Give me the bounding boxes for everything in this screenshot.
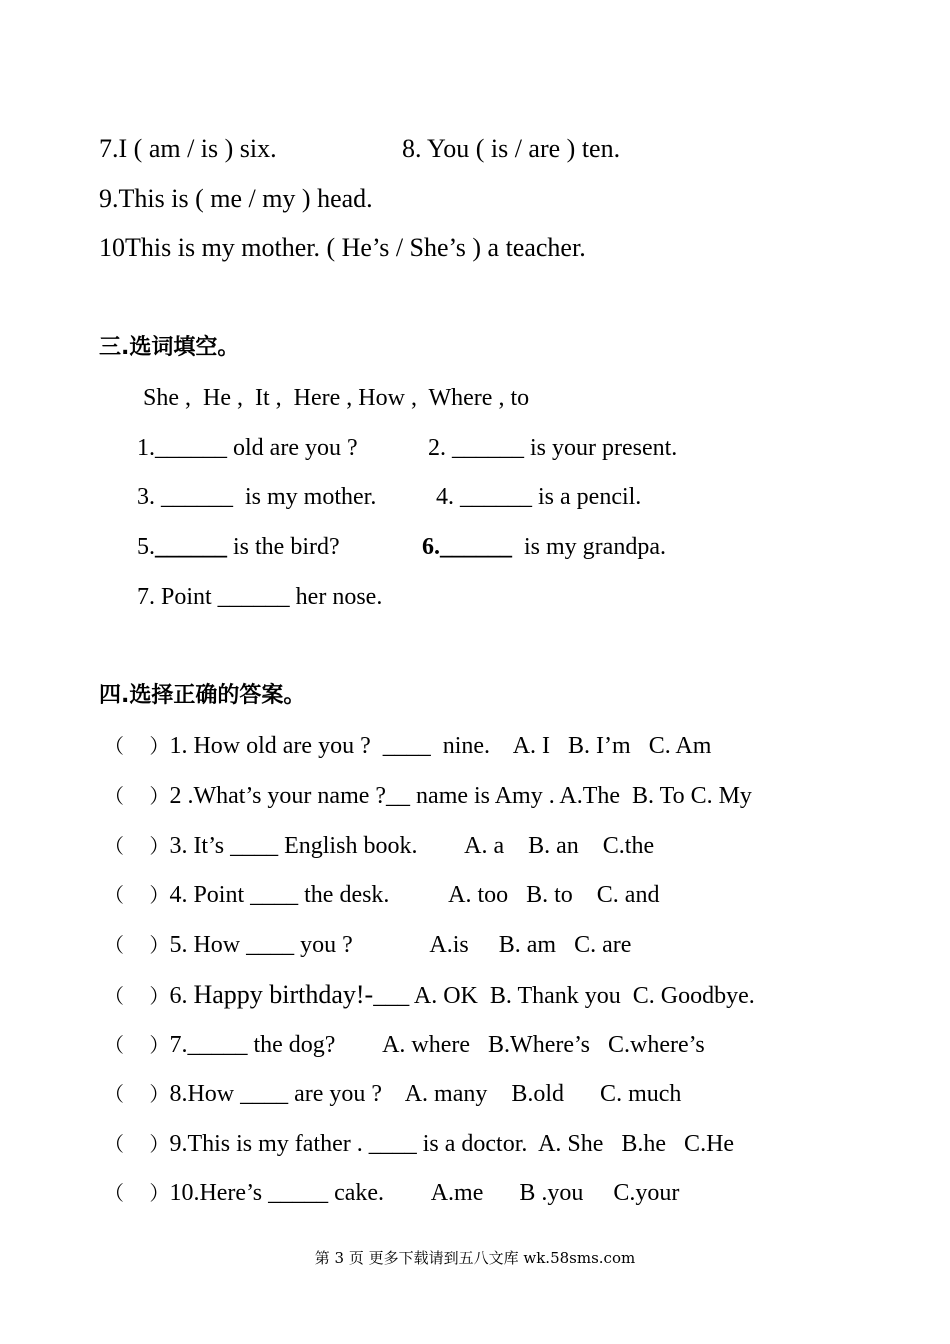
s3-q6-text: is my grandpa. — [512, 534, 666, 560]
s4-q1-text: 1. How old are you ? ____ nine. A. I B. I’m C. Am — [169, 733, 712, 759]
s3-question-4: 4. ______ is a pencil. — [436, 484, 642, 510]
answer-paren: （ ） — [104, 984, 170, 1008]
s4-question-3 — [104, 834, 654, 858]
answer-paren: （ ） — [104, 834, 170, 858]
s4-question-1 — [104, 734, 711, 758]
s4-q6-greeting: Happy birthday!- — [193, 980, 374, 1009]
s4-question-8 — [104, 1082, 681, 1106]
s4-q2-text: 2 .What’s your name ?__ name is Amy . A.The B. To C. My — [169, 783, 752, 809]
section-3-title: 三.选词填空。 — [99, 335, 240, 360]
s3-question-3: 3. ______ is my mother. — [137, 484, 377, 510]
answer-paren: （ ） — [104, 734, 170, 758]
s4-q10-text: 10.Here’s _____ cake. A.me B .you C.your — [169, 1180, 680, 1206]
s4-q6-prefix: 6. — [169, 983, 194, 1009]
s3-question-6 — [422, 535, 666, 559]
page-footer: 第 3 页 更多下载请到五八文库 wk.58sms.com — [314, 1249, 636, 1267]
s3-question-1: 1.______ old are you ? — [137, 435, 358, 461]
s4-q7-text: 7._____ the dog? A. where B.Where’s C.where’s — [169, 1032, 705, 1058]
s4-question-9 — [104, 1132, 734, 1156]
s4-q8-text: 8.How ____ are you ? A. many B.old C. much — [169, 1081, 682, 1107]
s4-question-2 — [104, 784, 752, 808]
s4-q9-text: 9.This is my father . ____ is a doctor. A. She B.he C.He — [169, 1131, 735, 1157]
answer-paren: （ ） — [104, 1082, 170, 1106]
s3-question-5 — [137, 535, 340, 559]
s3-q5-blank: ______ — [155, 534, 227, 560]
answer-paren: （ ） — [104, 1033, 170, 1057]
s4-question-10 — [104, 1181, 679, 1205]
s2-question-8: 8. You ( is / are ) ten. — [402, 134, 621, 163]
s3-q5-text: is the bird? — [227, 534, 340, 560]
s4-question-7 — [104, 1033, 705, 1057]
word-bank: She , He , It , Here , How , Where , to — [143, 385, 530, 411]
s3-q6-number-blank: 6.______ — [422, 534, 512, 560]
answer-paren: （ ） — [104, 784, 170, 808]
answer-paren: （ ） — [104, 933, 170, 957]
s2-question-9: 9.This is ( me / my ) head. — [99, 184, 373, 213]
s4-q3-text: 3. It’s ____ English book. A. a B. an C.the — [169, 833, 655, 859]
s3-question-7: 7. Point ______ her nose. — [137, 584, 383, 610]
s2-question-7: 7.I ( am / is ) six. — [99, 134, 277, 163]
s3-question-2: 2. ______ is your present. — [428, 435, 678, 461]
s4-question-4 — [104, 883, 659, 907]
s4-question-6 — [104, 982, 755, 1008]
section-4-title: 四.选择正确的答案。 — [99, 683, 306, 708]
s4-q4-text: 4. Point ____ the desk. A. too B. to C. and — [169, 882, 660, 908]
s2-question-10: 10This is my mother. ( He’s / She’s ) a teacher. — [99, 233, 586, 262]
answer-paren: （ ） — [104, 1132, 170, 1156]
answer-paren: （ ） — [104, 883, 170, 907]
s4-q6-text: ___ A. OK B. Thank you C. Goodbye. — [373, 983, 755, 1009]
s3-q5-number: 5. — [137, 534, 155, 560]
s4-question-5 — [104, 933, 631, 957]
s4-q5-text: 5. How ____ you ? A.is B. am C. are — [169, 932, 632, 958]
answer-paren: （ ） — [104, 1181, 170, 1205]
